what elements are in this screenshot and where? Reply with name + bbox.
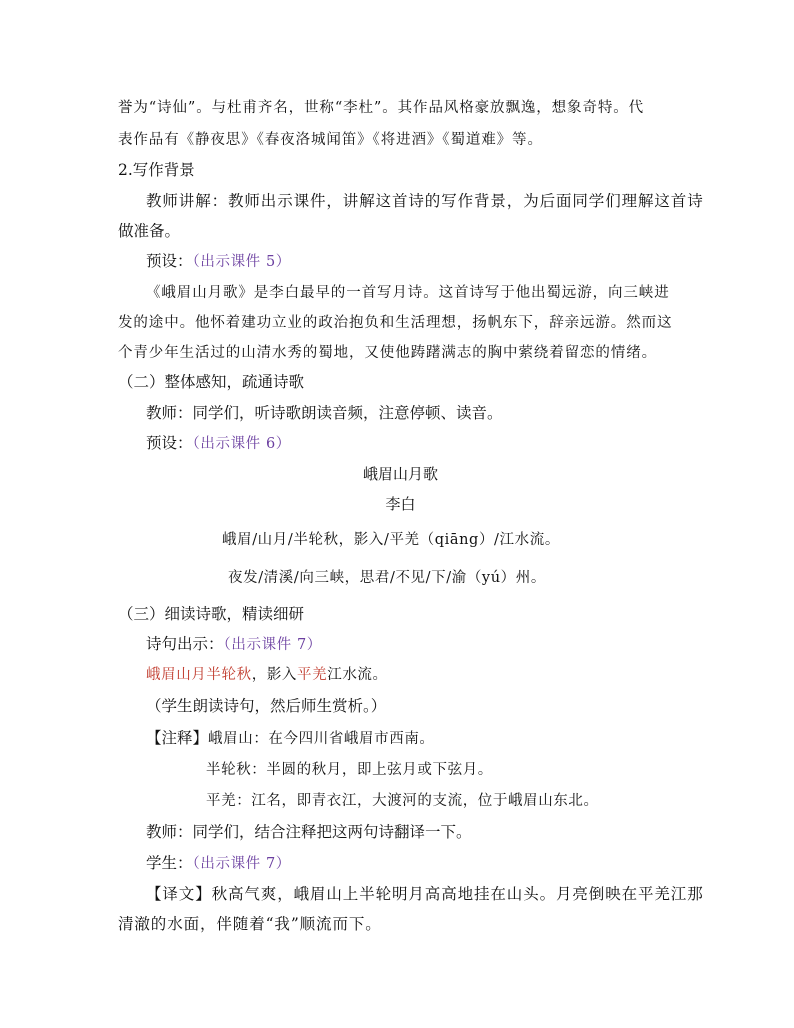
verse-text (146, 665, 711, 685)
poem-title: 峨眉山月歌 (362, 465, 438, 483)
annotation-3: 平羌：江名，即青衣江，大渡河的支流，位于峨眉山东北。 (206, 793, 599, 809)
verse-part-2: 半轮秋 (206, 667, 252, 683)
preset-6 (146, 433, 711, 454)
verse-part-1: 峨眉山月 (146, 667, 207, 683)
poem-line-1: 峨眉/山月/半轮秋，影入/平羌（qiāng）/江水流。 (222, 532, 560, 548)
preset-5 (146, 251, 711, 272)
courseware-ref-5: （出示课件 5） (192, 254, 291, 270)
verse-part-4: 平羌 (297, 667, 328, 683)
student-ref (146, 853, 711, 874)
courseware-ref-6: （出示课件 6） (192, 436, 291, 452)
annotation-2: 半轮秋：半圆的秋月，即上弦月或下弦月。 (206, 762, 493, 778)
annotation-text-1: 峨眉山：在今四川省峨眉市西南。 (208, 731, 435, 747)
verse-part-5: 江水流。 (327, 667, 388, 683)
translation-label: 【译文】 (146, 885, 212, 903)
teacher-text-translate: 教师：同学们，结合注释把这两句诗翻译一下。 (146, 823, 472, 841)
courseware-ref-7: （出示课件 7） (223, 637, 322, 653)
background-para-line-3: 个青少年生活过的山清水秀的蜀地，又使他踌躇满志的胸中萦绕着留恋的情绪。 (118, 345, 657, 361)
annotation-1 (146, 728, 711, 749)
student-label: 学生： (146, 854, 193, 872)
translation-line-2: 清澈的水面，伴随着“我”顺流而下。 (118, 915, 382, 933)
teacher-text-line-2: 做准备。 (118, 222, 181, 240)
section-heading-2: （二）整体感知，疏通诗歌 (118, 373, 305, 391)
poem-line-2: 夜发/清溪/向三峡，思君/不见/下/渝（yú）州。 (228, 570, 546, 586)
verse-part-3: ，影入 (251, 667, 298, 683)
intro-line-1: 誉为“诗仙”。与杜甫齐名，世称“李杜”。其作品风格豪放飘逸，想象奇特。代 (118, 100, 645, 116)
annotation-label: 【注释】 (146, 729, 209, 747)
background-para-line-1: 《峨眉山月歌》是李白最早的一首写月诗。这首诗写于他出蜀远游，向三峡进 (146, 285, 670, 301)
teacher-text-audio: 教师：同学们，听诗歌朗读音频，注意停顿、读音。 (146, 404, 503, 422)
verse-display (146, 634, 711, 655)
courseware-ref-7b: （出示课件 7） (192, 856, 291, 872)
translation-text-1: 秋高气爽，峨眉山上半轮明月高高地挂在山头。月亮倒映在平羌江那 (211, 885, 704, 903)
verse-label: 诗句出示： (146, 635, 224, 653)
preset-label: 预设： (146, 252, 193, 270)
section-heading-background: 2.写作背景 (118, 161, 195, 179)
poem-author: 李白 (385, 495, 416, 513)
teacher-text-line-1: 教师讲解：教师出示课件，讲解这首诗的写作背景，为后面同学们理解这首诗 (146, 192, 704, 210)
student-read-note: （学生朗读诗句，然后师生赏析。） (146, 697, 387, 715)
section-heading-3: （三）细读诗歌，精读细研 (118, 605, 305, 623)
translation-line-1 (146, 884, 711, 904)
preset-label: 预设： (146, 434, 193, 452)
intro-line-2: 表作品有《静夜思》《春夜洛城闻笛》《将进酒》《蜀道难》等。 (118, 132, 543, 148)
background-para-line-2: 发的途中。他怀着建功立业的政治抱负和生活理想，扬帆东下，辞亲远游。然而这 (118, 315, 673, 331)
